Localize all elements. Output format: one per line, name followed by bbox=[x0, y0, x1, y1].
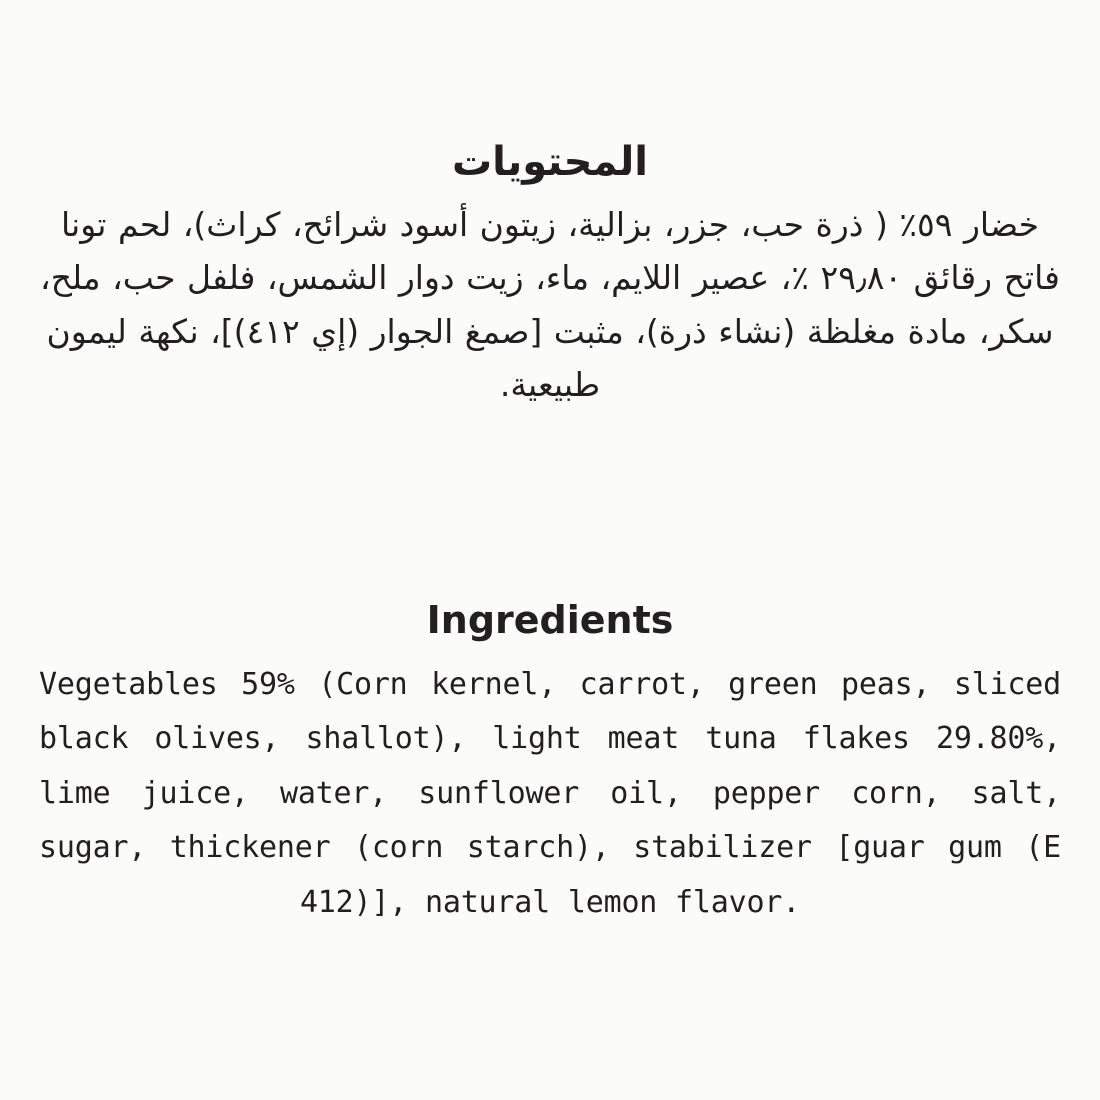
english-ingredients-text: Vegetables 59% (Corn kernel, carrot, green peas, sliced black olives, shallot), light meat tuna flakes 29.80%, lime juice, water, sunflower oil, pepper corn, salt, sugar, thickener (corn starch), stabilizer [guar gum (E 412)], natural lemon flavor. bbox=[39, 666, 1061, 920]
english-ingredients-heading: Ingredients bbox=[426, 598, 674, 642]
arabic-ingredients-heading: المحتويات bbox=[451, 139, 648, 185]
arabic-ingredients-section bbox=[0, 138, 1100, 412]
arabic-ingredients-text: خضار ٥٩٪ ( ذرة حب، جزر، بزالية، زيتون أسود شرائح، كراث)، لحم تونا فاتح رقائق ٢٩٫٨٠ ٪، عصير اللايم، ماء، زيت دوار الشمس، فلفل حب، ملح، سكر، مادة مغلظة (نشاء ذرة)، مثبت [صمغ الجوار (إي ٤١٢)]، نكهة ليمون طبيعية. bbox=[40, 205, 1060, 405]
english-ingredients-section bbox=[0, 598, 1100, 931]
